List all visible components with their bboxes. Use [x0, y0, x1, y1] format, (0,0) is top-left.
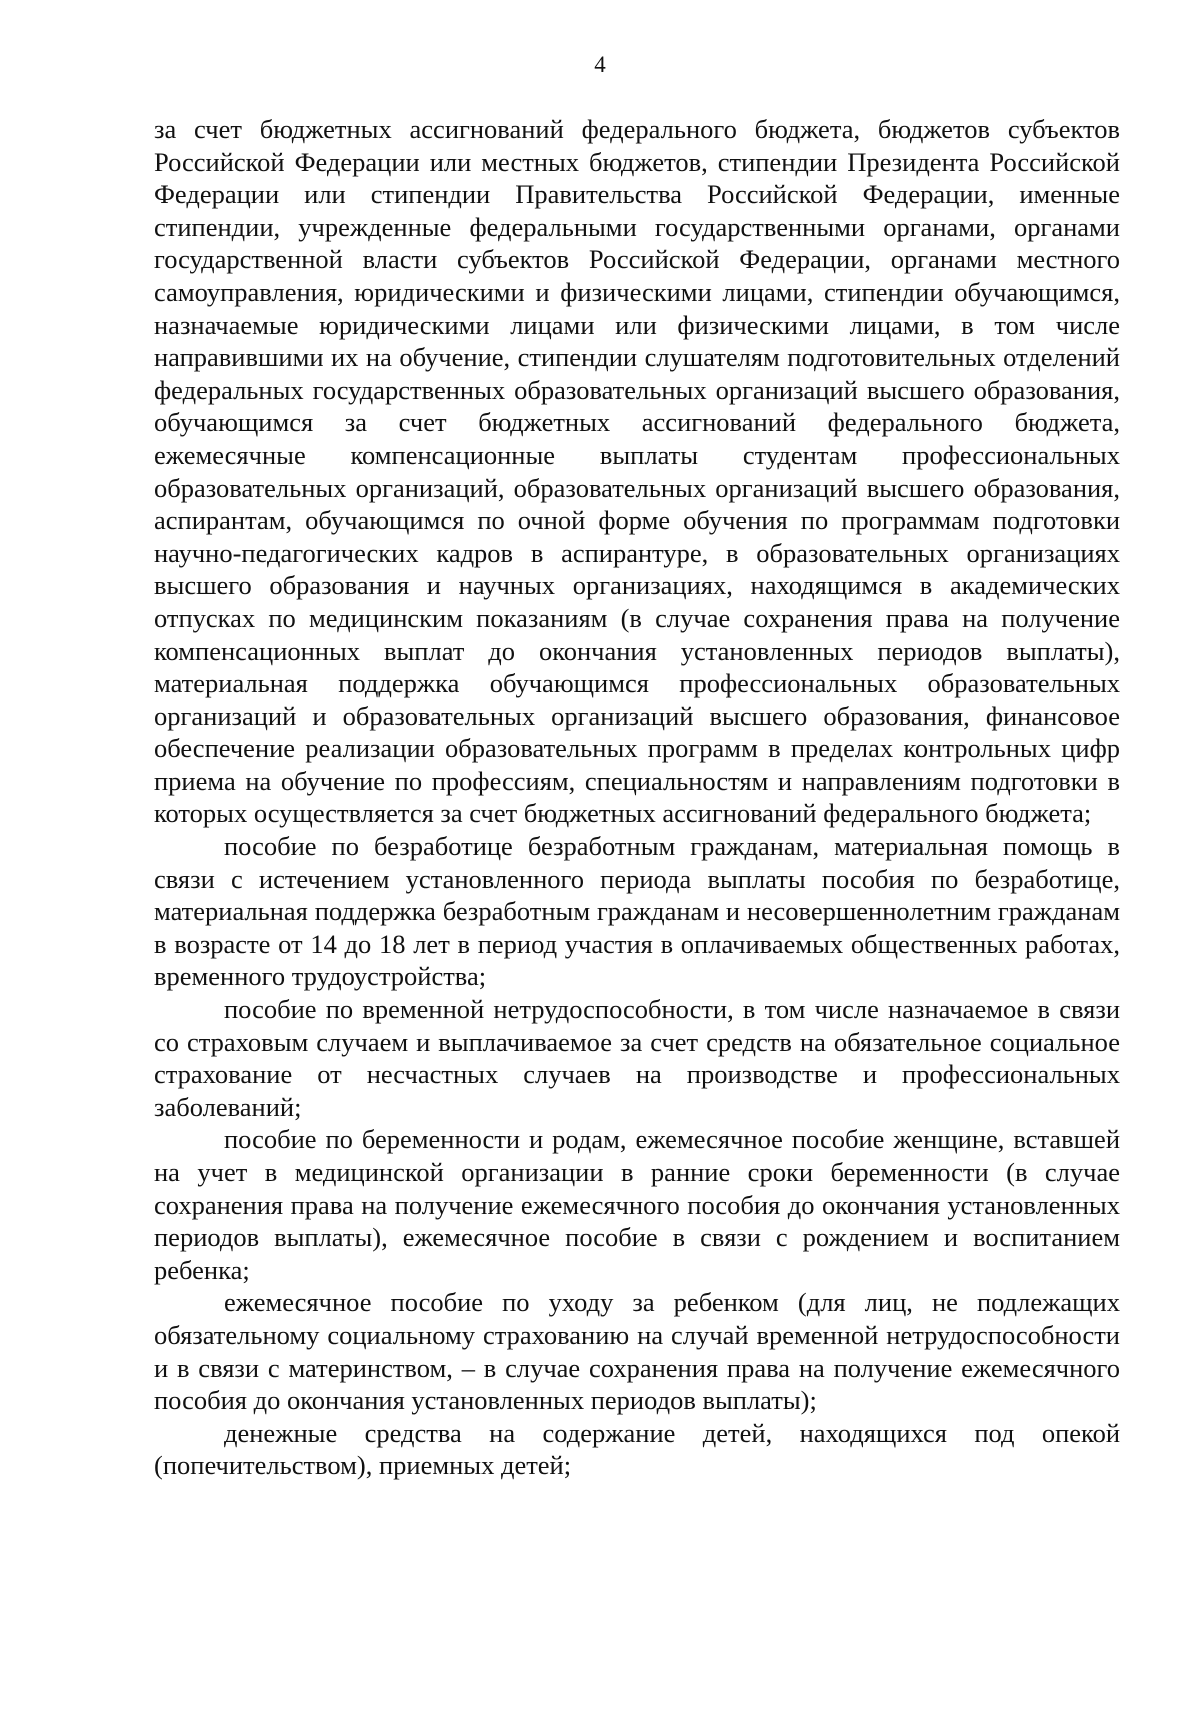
paragraph-guardianship-funds: денежные средства на содержание детей, находящихся под опекой (попечительством), приемных детей;	[154, 1417, 1120, 1481]
paragraph-maternity-benefit: пособие по беременности и родам, ежемесячное пособие женщине, вставшей на учет в медицинской организации в ранние сроки беременности (в случае сохранения права на получение ежемесячного пособия до окончания установленных периодов выплаты), ежемесячное пособие в связи с рождением и воспитанием ребенка;	[154, 1124, 1120, 1285]
paragraph-continuation-scholarships: за счет бюджетных ассигнований федерального бюджета, бюджетов субъектов Российской Федерации или местных бюджетов, стипендии Президента Российской Федерации или стипендии Правительства Российской Федерации, именные стипендии, учрежденные федеральными государственными органами, органами государственной власти субъектов Российской Федерации, органами местного самоуправления, юридическими и физическими лицами, стипендии обучающимся, назначаемые юридическими лицами или физическими лицами, в том числе направившими их на обучение, стипендии слушателям подготовительных отделений федеральных государственных образовательных организаций высшего образования, обучающимся за счет бюджетных ассигнований федерального бюджета, ежемесячные компенсационные выплаты студентам профессиональных образовательных организаций, образовательных организаций высшего образования, аспирантам, обучающимся по очной форме обучения по программам подготовки научно-педагогических кадров в аспирантуре, в образовательных организациях высшего образования и научных организациях, находящимся в академических отпусках по медицинским показаниям (в случае сохранения права на получение компенсационных выплат до окончания установленных периодов выплаты), материальная поддержка обучающимся профессиональных образовательных организаций и образовательных организаций высшего образования, финансовое обеспечение реализации образовательных программ в пределах контрольных цифр приема на обучение по профессиям, специальностям и направлениям подготовки в которых осуществляется за счет бюджетных ассигнований федерального бюджета;	[154, 114, 1120, 829]
paragraph-unemployment-benefit: пособие по безработице безработным гражданам, материальная помощь в связи с истечением установленного периода выплаты пособия по безработице, материальная поддержка безработным гражданам и несовершеннолетним гражданам в возрасте от 14 до 18 лет в период участия в оплачиваемых общественных работах, временного трудоустройства;	[154, 831, 1120, 992]
paragraph-childcare-allowance: ежемесячное пособие по уходу за ребенком (для лиц, не подлежащих обязательному социальному страхованию на случай временной нетрудоспособности и в связи с материнством, – в случае сохранения права на получение ежемесячного пособия до окончания установленных периодов выплаты);	[154, 1287, 1120, 1416]
paragraph-temporary-disability-benefit: пособие по временной нетрудоспособности, в том числе назначаемое в связи со страховым случаем и выплачиваемое за счет средств на обязательное социальное страхование от несчастных случаев на производстве и профессиональных заболеваний;	[154, 994, 1120, 1122]
page-number: 4	[594, 52, 606, 77]
document-body	[154, 113, 1120, 1482]
